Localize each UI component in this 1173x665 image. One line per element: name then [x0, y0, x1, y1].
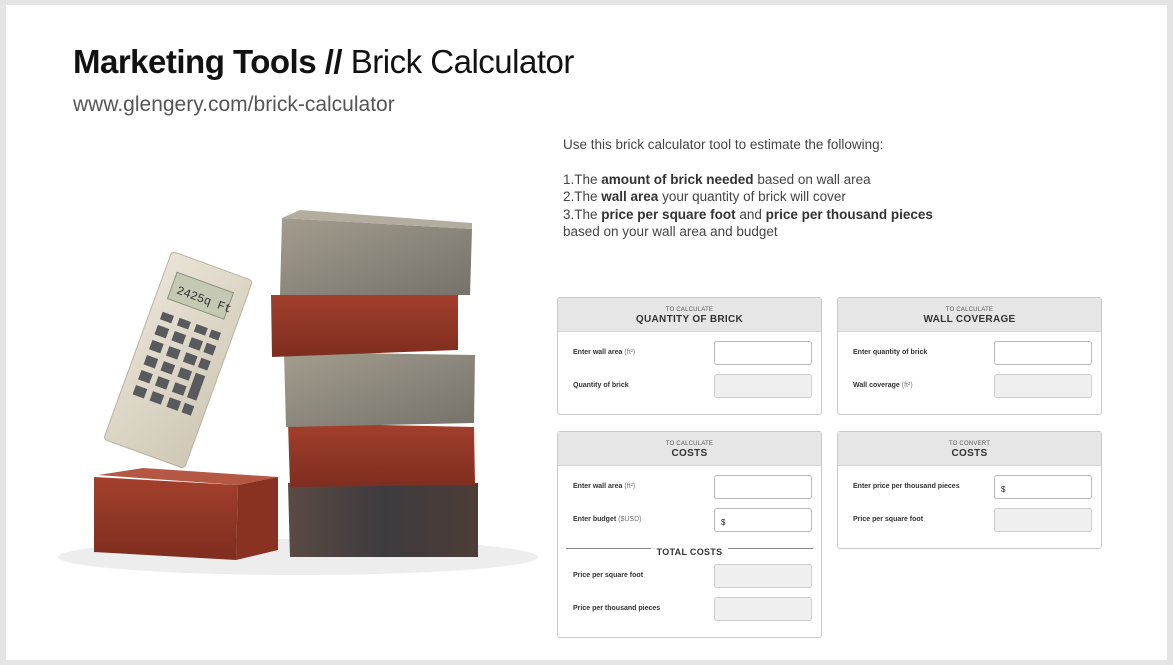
coverage-result-field [994, 374, 1092, 398]
coverage-result-label: Wall coverage (ft²) [853, 382, 913, 389]
card-header [838, 432, 1101, 466]
price-per-sqft-field [714, 564, 812, 588]
intro-item: 1.The amount of brick needed based on wall area [563, 171, 871, 187]
budget-row [573, 508, 812, 534]
card-header [558, 432, 821, 466]
card-title: WALL COVERAGE [923, 314, 1016, 325]
quantity-result-field [714, 374, 812, 398]
price-per-sqft-row [573, 564, 812, 590]
costs-calculator-card [557, 431, 822, 638]
quantity-result-row [573, 374, 812, 400]
brick-quantity-label: Enter quantity of brick [853, 349, 928, 356]
price-per-thousand-field [714, 597, 812, 621]
costs-wall-area-row [573, 475, 812, 501]
thousand-price-input[interactable]: $ [994, 475, 1092, 499]
convert-costs-card [837, 431, 1102, 549]
price-per-thousand-label: Price per thousand pieces [573, 605, 661, 612]
price-per-thousand-row [573, 597, 812, 623]
intro-item: 3.The price per square foot and price per thousand pieces based on your wall area and budget [563, 206, 933, 239]
intro-item: 2.The wall area your quantity of brick will cover [563, 189, 846, 204]
card-header [838, 298, 1101, 332]
page-title-bold: Marketing Tools // [73, 43, 343, 80]
wall-area-label: Enter wall area (ft²) [573, 349, 636, 356]
page-url: www.glengery.com/brick-calculator [73, 93, 395, 116]
thousand-price-row [853, 475, 1092, 501]
convert-sqft-row [853, 508, 1092, 534]
slide [6, 5, 1167, 660]
budget-label: Enter budget ($USD) [573, 516, 642, 523]
total-costs-heading: TOTAL COSTS [651, 547, 729, 557]
card-title: QUANTITY OF BRICK [635, 314, 744, 325]
intro-lead: Use this brick calculator tool to estimate the following: [563, 137, 884, 152]
calculator-display: 2425q Ft [174, 283, 234, 317]
convert-sqft-label: Price per square foot [853, 516, 924, 523]
total-costs-divider [566, 542, 813, 557]
budget-input[interactable]: $ [714, 508, 812, 532]
convert-sqft-field [994, 508, 1092, 532]
card-header [558, 298, 821, 332]
wall-area-input[interactable] [714, 341, 812, 365]
card-title: COSTS [671, 448, 708, 459]
costs-wall-area-label: Enter wall area (ft²) [573, 483, 636, 490]
thousand-price-label: Enter price per thousand pieces [853, 483, 960, 490]
card-subtitle: TO CALCULATE [665, 307, 714, 313]
intro-text [563, 136, 943, 241]
card-title: COSTS [951, 448, 988, 459]
card-subtitle: TO CALCULATE [945, 307, 994, 313]
page-title [73, 43, 574, 81]
wall-area-row [573, 341, 812, 367]
price-per-sqft-label: Price per square foot [573, 572, 644, 579]
page-title-rest: Brick Calculator [350, 43, 574, 80]
quantity-result-label: Quantity of brick [573, 382, 629, 389]
costs-wall-area-input[interactable] [714, 475, 812, 499]
coverage-result-row [853, 374, 1092, 400]
card-subtitle: TO CALCULATE [665, 441, 714, 447]
coverage-calculator-card [837, 297, 1102, 415]
brick-quantity-row [853, 341, 1092, 367]
brick-quantity-input[interactable] [994, 341, 1092, 365]
card-subtitle: TO CONVERT [948, 441, 991, 447]
brick-stack-image [38, 165, 538, 615]
quantity-calculator-card [557, 297, 822, 415]
